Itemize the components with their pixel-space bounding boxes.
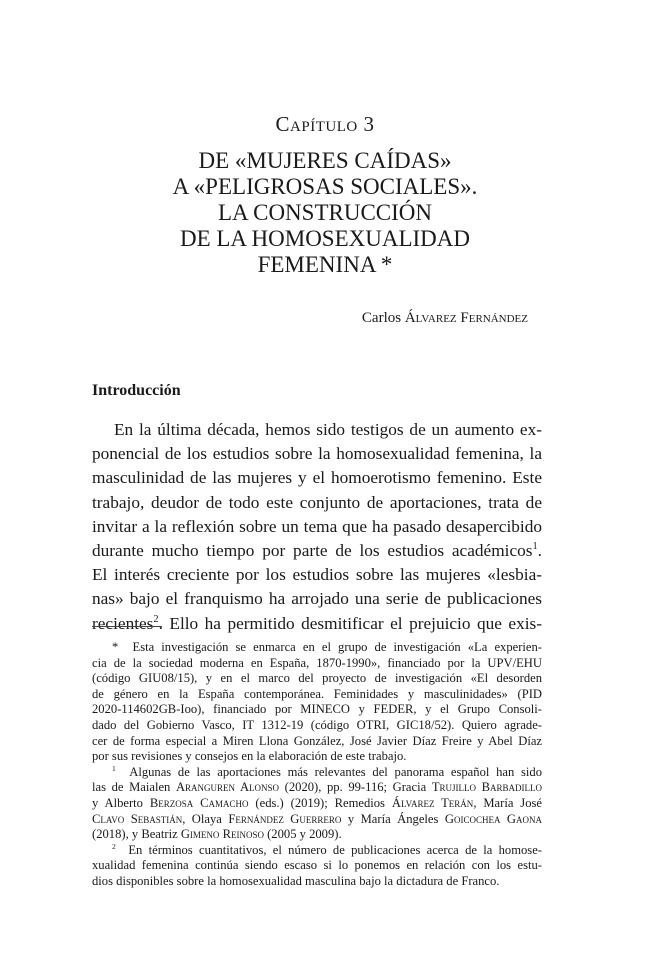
footnote-marker: *: [112, 640, 119, 654]
cited-author: Gimeno Reinoso: [180, 827, 264, 842]
footnote-text: (eds.) (2019); Remedios: [248, 795, 392, 810]
footnote-line: [92, 765, 542, 781]
title-line: A «PELIGROSAS SOCIALES».: [172, 174, 478, 199]
footnote-text: y María Ángeles: [341, 811, 445, 826]
body-line: invitar a la reflexión sobre un tema que ha pasado desapercibido: [92, 516, 542, 536]
footnote-text: (2018), y Beatriz: [92, 827, 181, 842]
footnote-text: (2005 y 2009).: [263, 827, 342, 842]
footnote-line: 2020-114602GB-Ioo), financiado por MINECO y FEDER, y el Grupo Consoli-: [92, 702, 542, 717]
title-line: DE «MUJERES CAÍDAS»: [198, 148, 452, 173]
cited-author: Goicochea Gaona: [444, 811, 543, 826]
footnote-line: cer de forma especial a Miren Llona González, José Javier Díaz Freire y Abel Díaz: [92, 733, 542, 748]
body-line: [92, 539, 542, 563]
title-line: LA CONSTRUCCIÓN: [217, 200, 433, 225]
cited-author: Fernández Guerrero: [228, 811, 342, 826]
footnote-line: por sus revisiones y consejos en la elaboración de este trabajo.: [92, 749, 407, 764]
footnote-ref-2[interactable]: 2: [153, 613, 159, 625]
footnote-line: xualidad femenina continúa siendo escaso si lo ponemos en relación con los estu-: [92, 858, 542, 873]
footnote-line: dado del Gobierno Vasco, IT 1312-19 (código OTRI, GIC18/52). Quiero agrade-: [92, 717, 542, 732]
footnote-line: de género en la España contemporánea. Feminidades y masculinidades» (PID: [92, 686, 542, 701]
body-line: El interés creciente por los estudios sobre las mujeres «lesbia-: [92, 565, 542, 585]
body-line: [92, 612, 542, 636]
footnote-line: [92, 796, 542, 812]
section-heading: Introducción: [92, 382, 181, 399]
footnote-line: dios disponibles sobre la homosexualidad masculina bajo la dictadura de Franco.: [92, 873, 500, 888]
cited-author: Berzosa Camacho: [149, 795, 249, 810]
body-line: trabajo, deudor de todo este conjunto de aportaciones, trata de: [92, 492, 542, 512]
footnote-ref-1[interactable]: 1: [532, 541, 538, 553]
cited-author: Clavo Sebastián: [92, 811, 183, 826]
footnote-text: , María José: [473, 795, 542, 810]
footnote-text: , Olaya: [182, 811, 229, 826]
footnote-text: Algunas de las aportaciones más relevantes del panorama español han sido: [129, 764, 542, 779]
body-line: ponencial de los estudios sobre la homosexualidad femenina, la: [92, 444, 542, 464]
footnote-2: [92, 843, 542, 890]
body-line: En la última década, hemos sido testigos de un aumento ex-: [114, 420, 542, 439]
footnote-line: [92, 780, 542, 796]
body-text-run: .: [537, 541, 542, 561]
footnote-text: (2020), pp. 99-116; Gracia: [279, 780, 432, 795]
title-line: FEMENINA *: [257, 252, 393, 277]
cited-author: Aranguren Alonso: [175, 780, 280, 795]
footnote-line: [92, 843, 542, 859]
footnote-divider: [92, 626, 162, 627]
footnote-line: cia de la sociedad moderna en España, 1870-1990», financiado por la UPV/EHU: [92, 655, 542, 670]
footnote-text: En términos cuantitativos, el número de publicaciones acerca de la homose-: [128, 842, 542, 857]
footnote-text: las de Maialen: [92, 780, 176, 795]
footnote-marker: 1: [112, 763, 116, 773]
footnote-line: (código GIU08/15), y en el marco del proyecto de investigación «El desorden: [92, 671, 542, 686]
body-text-run: durante mucho tiempo por parte de los estudios académicos: [92, 541, 533, 561]
footnote-line: [92, 640, 542, 656]
body-text-run: . Ello ha permitido desmitificar el prejuicio que exis-: [158, 613, 542, 633]
title-line: DE LA HOMOSEXUALIDAD: [179, 226, 471, 251]
footnote-star: [92, 640, 542, 765]
author-last-name: Álvarez Fernández: [404, 310, 528, 326]
author-first-name: Carlos: [361, 310, 402, 326]
body-line: nas» bajo el franquismo ha arrojado una serie de publicaciones: [92, 589, 542, 609]
footnote-1: [92, 765, 542, 843]
cited-author: Trujillo Barbadillo: [431, 780, 542, 795]
footnotes: [92, 640, 542, 890]
footnote-marker: 2: [112, 841, 116, 851]
author-name: [362, 310, 528, 327]
chapter-title: [0, 148, 650, 278]
footnote-text: y Alberto: [92, 795, 150, 810]
body-line: masculinidad de las mujeres y el homoerotismo femenino. Este: [92, 468, 542, 488]
body-text-run: recientes: [92, 613, 154, 633]
footnote-line: [92, 812, 542, 828]
footnote-text: Esta investigación se enmarca en el grupo de investigación «La experien-: [132, 640, 542, 654]
cited-author: Álvarez Terán: [391, 795, 474, 810]
footnote-line: [92, 827, 542, 843]
chapter-label: Capítulo 3: [275, 112, 375, 136]
body-paragraph: [92, 418, 542, 636]
